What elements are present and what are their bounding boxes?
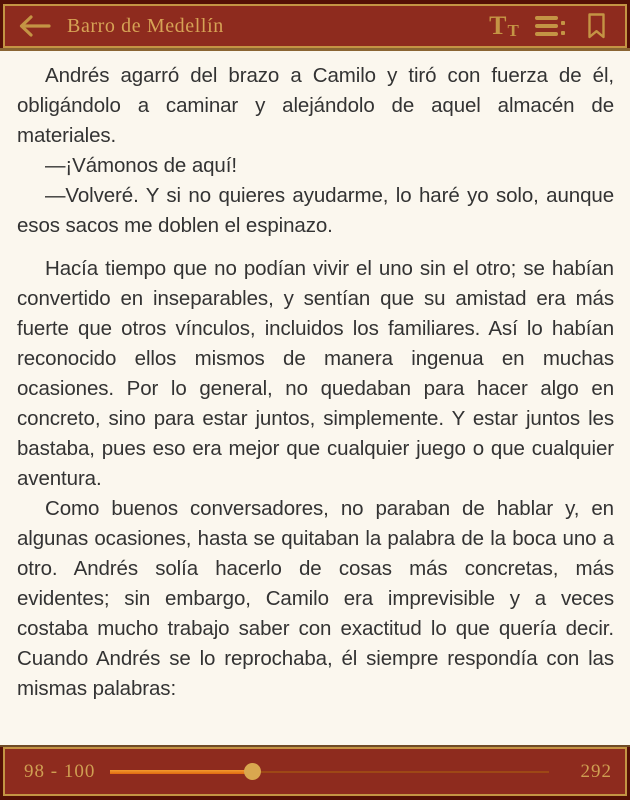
paragraph: Andrés agarró del brazo a Camilo y tiró con fuerza de él, obligándolo a caminar y alejándolo de aquel almacén de materiales. xyxy=(17,64,614,147)
bookmark-icon xyxy=(586,12,607,40)
back-button[interactable] xyxy=(13,6,57,46)
contents-button[interactable] xyxy=(527,6,573,46)
paragraph: Como buenos conversadores, no paraban de hablar y, en algunas ocasiones, hasta se quitaban la palabra de la boca uno a otro. Andrés solía hacerlo de cosas más concretas, más evidentes; sin embargo, Camilo era imprevisible y a veces costaba mucho trabajo saber con exactitud lo que quería decir. Cuando Andrés se lo reprochaba, él siempre respondía con las mismas palabras: xyxy=(17,497,614,700)
progress-slider[interactable] xyxy=(110,749,549,794)
font-size-icon: T T xyxy=(489,11,519,40)
total-pages: 292 xyxy=(580,760,612,782)
font-settings-button[interactable] xyxy=(481,6,527,46)
back-arrow-icon xyxy=(18,14,52,38)
bottom-bar xyxy=(0,747,630,800)
current-page-range: 98 - 100 xyxy=(24,760,96,782)
progress-fill xyxy=(110,770,253,774)
top-app-bar-frame xyxy=(3,4,627,48)
book-title: Barro de Medellín xyxy=(67,14,224,37)
paragraph-dialogue: —Volveré. Y si no quieres ayudarme, lo haré yo solo, aunque esos sacos me doblen el espinazo. xyxy=(17,184,614,237)
paragraph: Hacía tiempo que no podían vivir el uno sin el otro; se habían convertido en inseparables, y sentían que su amistad era más fuerte que otros vínculos, incluidos los familiares. Así lo habían reconocido ellos mismos de manera ingenua en muchas ocasiones. Por lo general, no quedaban para hacer algo en concreto, sino para estar juntos, simplemente. Y estar juntos les bastaba, pues eso era mejor que cualquier juego o que cualquier aventura. xyxy=(17,257,614,490)
contents-list-icon xyxy=(535,16,565,36)
progress-thumb[interactable] xyxy=(244,763,261,780)
bookmark-button[interactable] xyxy=(573,6,619,46)
bottom-bar-frame xyxy=(3,747,627,796)
reader-page[interactable] xyxy=(0,51,630,745)
paragraph-dialogue: —¡Vámonos de aquí! xyxy=(45,154,237,177)
top-app-bar xyxy=(0,0,630,48)
